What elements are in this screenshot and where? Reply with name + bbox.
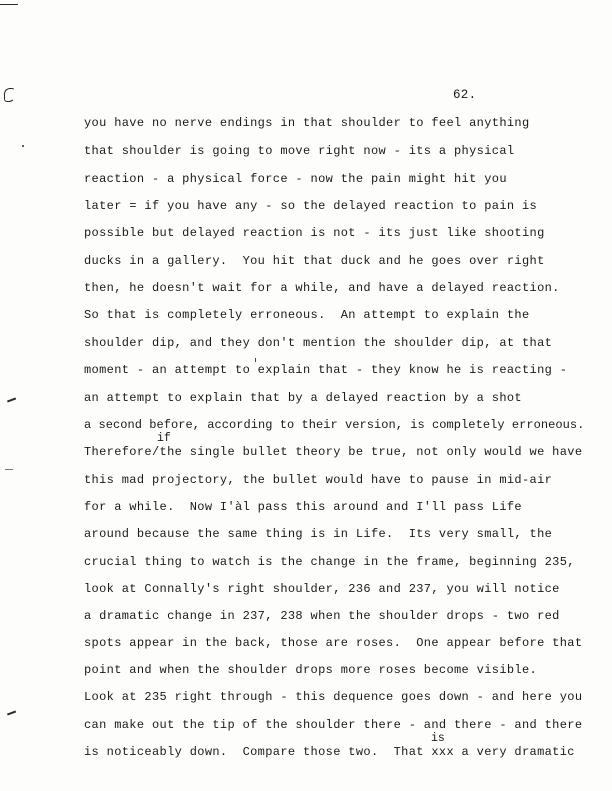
text-line: reaction - a physical force - now the pain might hit you xyxy=(84,172,507,186)
handwritten-insertion: if xyxy=(157,432,171,445)
text-line: this mad projectory, the bullet would have to pause in mid-air xyxy=(84,473,553,487)
text-line: around because the same thing is in Life. Its very small, the xyxy=(84,527,553,541)
text-line: So that is completely erroneous. An attempt to explain the xyxy=(84,308,530,322)
text-line: later = if you have any - so the delayed reaction to pain is xyxy=(84,199,538,213)
text-line: a dramatic change in 237, 238 when the shoulder drops - two red xyxy=(84,609,560,623)
text-line: crucial thing to watch is the change in the frame, beginning 235, xyxy=(84,555,575,569)
text-line: possible but delayed reaction is not - its just like shooting xyxy=(84,226,545,240)
typed-stray-mark xyxy=(255,358,256,362)
text-line: is noticeably down. Compare those two. That xxx a very dramatic xyxy=(84,745,575,759)
page-number: 62. xyxy=(453,88,477,102)
margin-dash-mark xyxy=(7,711,16,715)
text-line: spots appear in the back, those are roses. One appear before that xyxy=(84,636,583,650)
text-line: shoulder dip, and they don't mention the shoulder dip, at that xyxy=(84,336,553,350)
handwritten-insertion: is xyxy=(431,732,445,745)
text-line: can make out the tip of the shoulder there - and there - and there xyxy=(84,718,583,732)
text-line: an attempt to explain that by a delayed reaction by a shot xyxy=(84,391,522,405)
text-line: Therefore/the single bullet theory be true, not only would we have xyxy=(84,445,583,459)
scan-edge-mark xyxy=(0,4,18,5)
text-line: a second before, according to their version, is completely erroneous. xyxy=(84,418,585,432)
text-line: that shoulder is going to move right now - its a physical xyxy=(84,144,515,158)
text-line: moment - an attempt to explain that - they know he is reacting - xyxy=(84,363,568,377)
margin-dash-mark xyxy=(5,469,13,470)
text-line: point and when the shoulder drops more roses become visible. xyxy=(84,663,538,677)
text-line: Look at 235 right through - this dequence goes down - and here you xyxy=(84,690,583,704)
text-line: then, he doesn't wait for a while, and have a delayed reaction. xyxy=(84,281,560,295)
text-line: you have no nerve endings in that shoulder to feel anything xyxy=(84,116,530,130)
text-line: for a while. Now I'àl pass this around and I'll pass Life xyxy=(84,500,522,514)
margin-dash-mark xyxy=(7,398,16,402)
margin-pen-mark xyxy=(4,88,15,102)
margin-dot xyxy=(22,145,24,147)
text-line: ducks in a gallery. You hit that duck and he goes over right xyxy=(84,254,545,268)
text-line: look at Connally's right shoulder, 236 and 237, you will notice xyxy=(84,582,560,596)
